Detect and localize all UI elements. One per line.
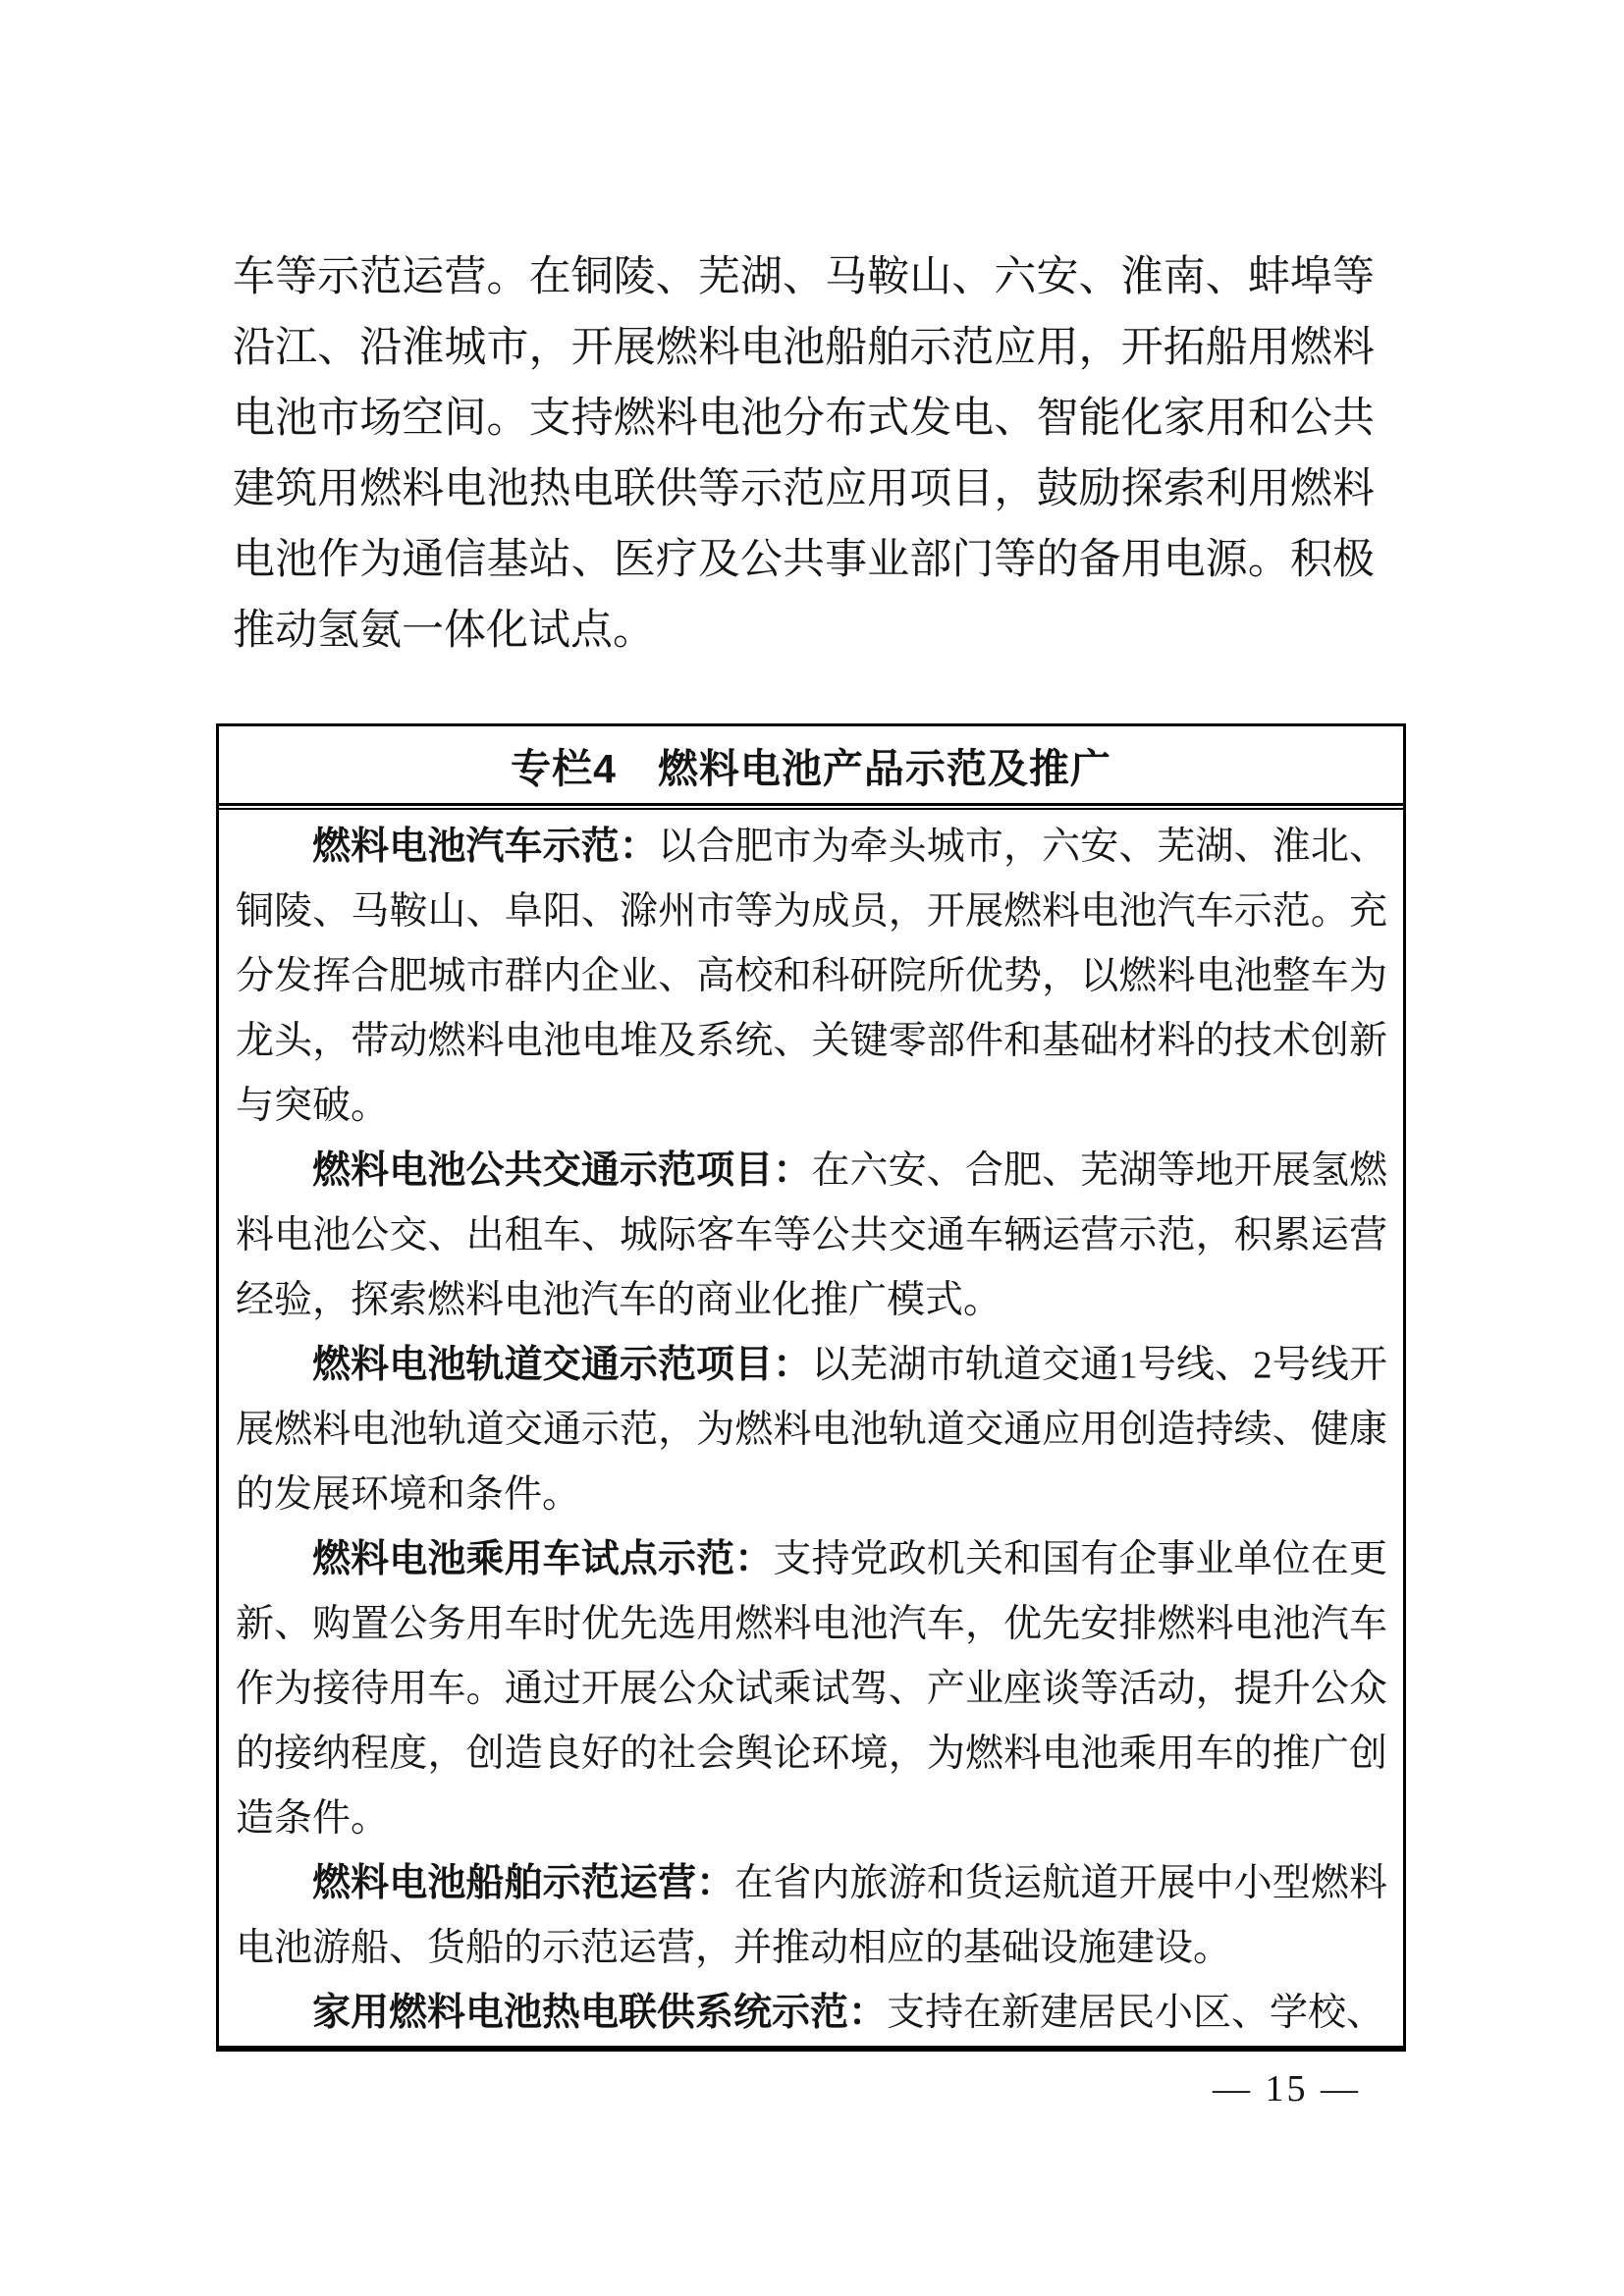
box-paragraph [236,815,1387,1139]
box-paragraph [236,1139,1387,1333]
paragraph-text: 在省内旅游和货运航道开展中小型燃料电池游船、货船的示范运营，并推动相应的基础设施建设。 [236,1862,1387,1969]
title-separator-rule [219,803,1403,810]
page-number: — 15 — [1213,2068,1361,2109]
box-paragraph [236,1333,1387,1527]
box-paragraph [236,1527,1387,1851]
feature-box [216,723,1406,2052]
box-body [219,810,1403,2046]
box-paragraph [236,1981,1387,2046]
box-paragraph [236,1851,1387,1981]
paragraph-text: 以芜湖市轨道交通1号线、2号线开展燃料电池轨道交通示范，为燃料电池轨道交通应用创造持续、健康的发展环境和条件。 [236,1344,1387,1516]
paragraph-text: 在六安、合肥、芜湖等地开展氢燃料电池公交、出租车、城际客车等公共交通车辆运营示范，积累运营经验，探索燃料电池汽车的商业化推广模式。 [236,1149,1387,1321]
box-title: 专栏4 燃料电池产品示范及推广 [511,745,1111,791]
paragraph-lead: 家用燃料电池热电联供系统示范： [312,1992,888,2034]
paragraph-text: 支持党政机关和国有企事业单位在更新、购置公务用车时优先选用燃料电池汽车，优先安排燃料电池汽车作为接待用车。通过开展公众试乘试驾、产业座谈等活动，提升公众的接纳程度，创造良好的社会舆论环境，为燃料电池乘用车的推广创造条件。 [236,1538,1387,1840]
paragraph-lead: 燃料电池船舶示范运营： [312,1862,735,1904]
paragraph-text: 以合肥市为牵头城市，六安、芜湖、淮北、铜陵、马鞍山、阜阳、滁州市等为成员，开展燃料电池汽车示范。充分发挥合肥城市群内企业、高校和科研院所优势，以燃料电池整车为龙头，带动燃料电池电堆及系统、关键零部件和基础材料的技术创新与突破。 [236,826,1387,1127]
body-paragraph: 车等示范运营。在铜陵、芜湖、马鞍山、六安、淮南、蚌埠等沿江、沿淮城市，开展燃料电池船舶示范应用，开拓船用燃料电池市场空间。支持燃料电池分布式发电、智能化家用和公共建筑用燃料电池热电联供等示范应用项目，鼓励探索利用燃料电池作为通信基站、医疗及公共事业部门等的备用电源。积极推动氢氨一体化试点。 [233,254,1375,654]
paragraph-lead: 燃料电池公共交通示范项目： [312,1149,812,1192]
paragraph-lead: 燃料电池乘用车试点示范： [312,1538,774,1580]
paragraph-lead: 燃料电池汽车示范： [312,826,658,868]
paragraph-lead: 燃料电池轨道交通示范项目： [312,1344,812,1386]
paragraph-text: 支持在新建居民小区、学校、 [887,1992,1385,2034]
